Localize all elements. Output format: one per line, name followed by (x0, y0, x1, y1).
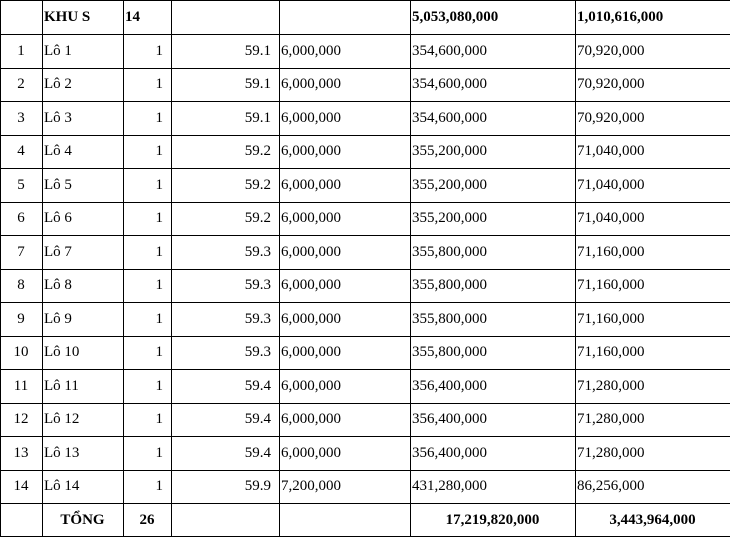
row-stt: 8 (1, 269, 43, 303)
row-total-price: 355,200,000 (411, 202, 576, 236)
row-quantity: 1 (124, 303, 172, 337)
row-lot-name: Lô 12 (43, 403, 124, 437)
row-tax: 71,160,000 (576, 303, 730, 337)
row-total-price: 355,800,000 (411, 336, 576, 370)
row-area: 59.3 (172, 236, 280, 270)
summary-stt-cell (1, 1, 43, 35)
row-lot-name: Lô 5 (43, 169, 124, 203)
row-unit-price: 6,000,000 (280, 437, 411, 471)
row-tax: 70,920,000 (576, 35, 730, 69)
row-quantity: 1 (124, 370, 172, 404)
row-unit-price: 6,000,000 (280, 403, 411, 437)
row-lot-name: Lô 9 (43, 303, 124, 337)
row-lot-name: Lô 11 (43, 370, 124, 404)
row-area: 59.1 (172, 102, 280, 136)
row-tax: 71,280,000 (576, 370, 730, 404)
row-quantity: 1 (124, 68, 172, 102)
row-lot-name: Lô 6 (43, 202, 124, 236)
row-total-price: 356,400,000 (411, 437, 576, 471)
row-stt: 1 (1, 35, 43, 69)
summary-unit-price-cell (280, 1, 411, 35)
row-area: 59.3 (172, 303, 280, 337)
table-row (1, 68, 730, 102)
table-row (1, 437, 730, 471)
row-total-price: 355,200,000 (411, 135, 576, 169)
row-area: 59.3 (172, 269, 280, 303)
row-quantity: 1 (124, 202, 172, 236)
row-tax: 71,160,000 (576, 236, 730, 270)
row-tax: 71,040,000 (576, 135, 730, 169)
row-tax: 71,160,000 (576, 269, 730, 303)
row-quantity: 1 (124, 269, 172, 303)
row-unit-price: 6,000,000 (280, 68, 411, 102)
row-stt: 2 (1, 68, 43, 102)
row-quantity: 1 (124, 403, 172, 437)
row-tax: 71,160,000 (576, 336, 730, 370)
row-quantity: 1 (124, 135, 172, 169)
row-total-price: 356,400,000 (411, 403, 576, 437)
row-unit-price: 6,000,000 (280, 35, 411, 69)
total-tax: 3,443,964,000 (576, 504, 730, 537)
row-area: 59.4 (172, 403, 280, 437)
table-row (1, 135, 730, 169)
row-total-price: 356,400,000 (411, 370, 576, 404)
row-area: 59.2 (172, 135, 280, 169)
row-unit-price: 6,000,000 (280, 102, 411, 136)
row-tax: 70,920,000 (576, 102, 730, 136)
row-unit-price: 6,000,000 (280, 169, 411, 203)
row-total-price: 354,600,000 (411, 68, 576, 102)
row-lot-name: Lô 7 (43, 236, 124, 270)
row-unit-price: 6,000,000 (280, 303, 411, 337)
row-unit-price: 6,000,000 (280, 236, 411, 270)
row-stt: 11 (1, 370, 43, 404)
row-quantity: 1 (124, 236, 172, 270)
table-body (1, 1, 730, 537)
row-quantity: 1 (124, 470, 172, 504)
row-lot-name: Lô 13 (43, 437, 124, 471)
summary-area-cell (172, 1, 280, 35)
row-area: 59.9 (172, 470, 280, 504)
row-lot-name: Lô 4 (43, 135, 124, 169)
row-unit-price: 6,000,000 (280, 269, 411, 303)
row-tax: 71,040,000 (576, 169, 730, 203)
table-row (1, 35, 730, 69)
row-stt: 14 (1, 470, 43, 504)
table-row (1, 370, 730, 404)
row-area: 59.4 (172, 370, 280, 404)
row-total-price: 355,800,000 (411, 269, 576, 303)
row-total-price: 355,800,000 (411, 236, 576, 270)
row-unit-price: 6,000,000 (280, 135, 411, 169)
zone-price-total: 5,053,080,000 (411, 1, 576, 35)
table-row (1, 470, 730, 504)
zone-tax-total: 1,010,616,000 (576, 1, 730, 35)
row-quantity: 1 (124, 102, 172, 136)
total-label: TỔNG (43, 504, 124, 537)
row-unit-price: 6,000,000 (280, 202, 411, 236)
table-row (1, 102, 730, 136)
row-total-price: 431,280,000 (411, 470, 576, 504)
row-total-price: 354,600,000 (411, 102, 576, 136)
table-row (1, 336, 730, 370)
row-tax: 70,920,000 (576, 68, 730, 102)
table-row (1, 169, 730, 203)
table-row (1, 403, 730, 437)
row-unit-price: 7,200,000 (280, 470, 411, 504)
zone-count: 14 (124, 1, 172, 35)
row-unit-price: 6,000,000 (280, 336, 411, 370)
row-area: 59.4 (172, 437, 280, 471)
row-tax: 71,280,000 (576, 403, 730, 437)
row-total-price: 355,200,000 (411, 169, 576, 203)
row-tax: 71,040,000 (576, 202, 730, 236)
row-stt: 9 (1, 303, 43, 337)
row-area: 59.1 (172, 68, 280, 102)
row-lot-name: Lô 14 (43, 470, 124, 504)
row-stt: 12 (1, 403, 43, 437)
row-stt: 4 (1, 135, 43, 169)
row-area: 59.2 (172, 169, 280, 203)
total-unit-price-cell (280, 504, 411, 537)
row-quantity: 1 (124, 336, 172, 370)
row-lot-name: Lô 8 (43, 269, 124, 303)
table-row (1, 269, 730, 303)
total-area-cell (172, 504, 280, 537)
row-total-price: 355,800,000 (411, 303, 576, 337)
row-area: 59.1 (172, 35, 280, 69)
row-unit-price: 6,000,000 (280, 370, 411, 404)
table-row (1, 202, 730, 236)
zone-label: KHU S (43, 1, 124, 35)
total-price: 17,219,820,000 (411, 504, 576, 537)
row-quantity: 1 (124, 437, 172, 471)
row-stt: 6 (1, 202, 43, 236)
total-stt-cell (1, 504, 43, 537)
row-area: 59.3 (172, 336, 280, 370)
row-lot-name: Lô 1 (43, 35, 124, 69)
total-row (1, 504, 730, 537)
row-area: 59.2 (172, 202, 280, 236)
row-lot-name: Lô 2 (43, 68, 124, 102)
row-stt: 7 (1, 236, 43, 270)
zone-summary-row (1, 1, 730, 35)
row-lot-name: Lô 3 (43, 102, 124, 136)
row-stt: 10 (1, 336, 43, 370)
total-count: 26 (124, 504, 172, 537)
row-tax: 71,280,000 (576, 437, 730, 471)
row-tax: 86,256,000 (576, 470, 730, 504)
row-quantity: 1 (124, 35, 172, 69)
row-stt: 13 (1, 437, 43, 471)
row-total-price: 354,600,000 (411, 35, 576, 69)
row-stt: 3 (1, 102, 43, 136)
table-row (1, 236, 730, 270)
row-stt: 5 (1, 169, 43, 203)
row-quantity: 1 (124, 169, 172, 203)
table-row (1, 303, 730, 337)
row-lot-name: Lô 10 (43, 336, 124, 370)
